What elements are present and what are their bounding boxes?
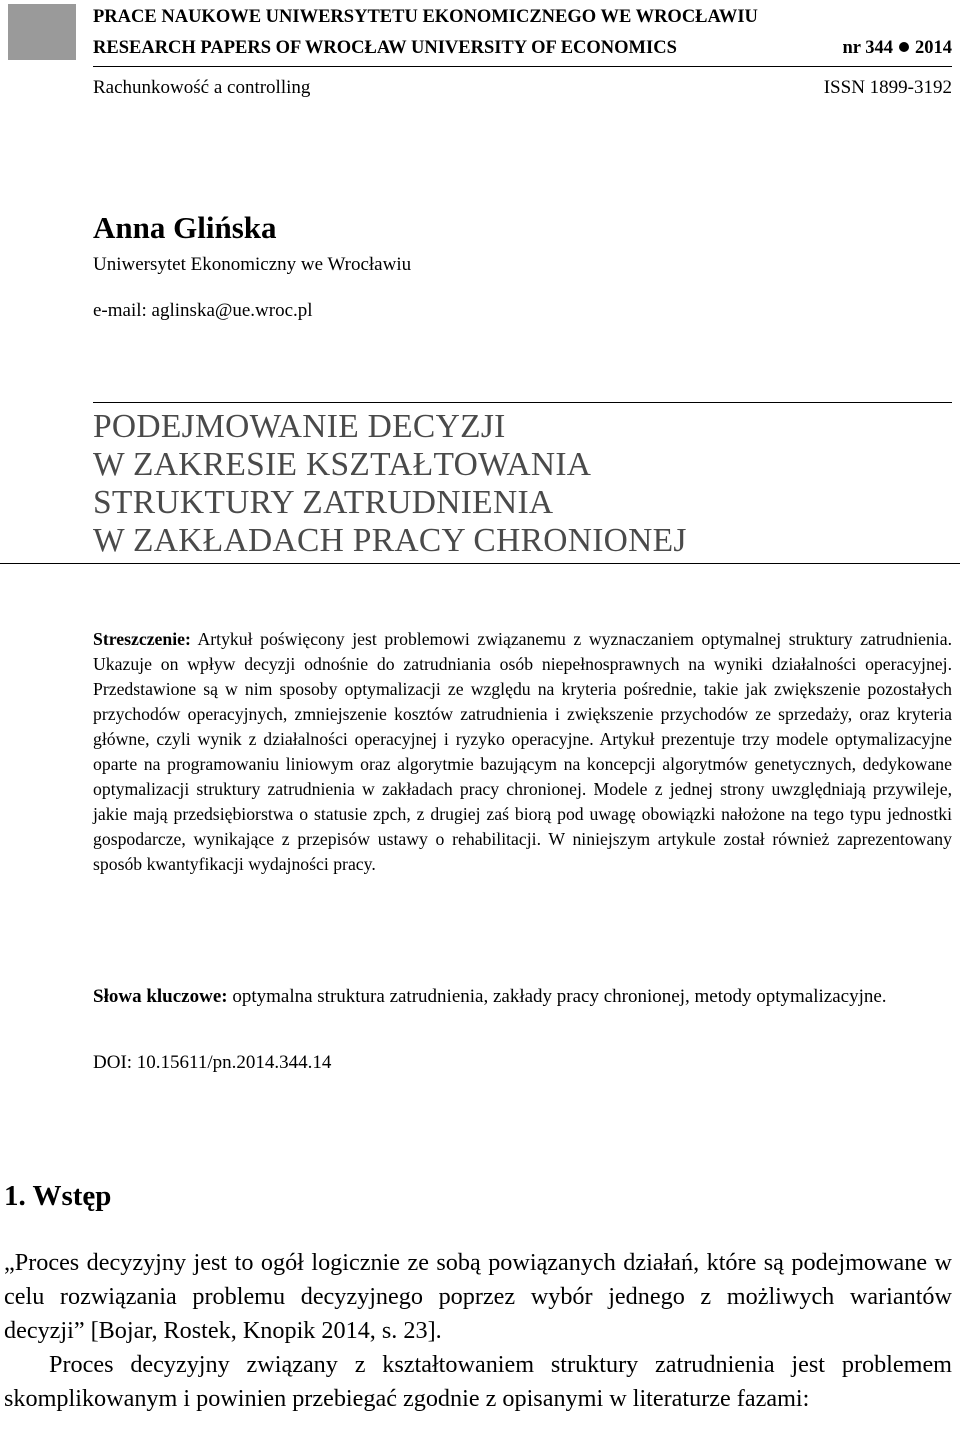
body-paragraph: Proces decyzyjny związany z kształtowaniem struktury zatrudnienia jest problemem skomplikowanym i powinien przebiegać zgodnie z opisanymi w literaturze fazami: — [4, 1351, 952, 1412]
abstract-text: Artykuł poświęcony jest problemowi związanemu z wyznaczaniem optymalnej struktury zatrudnienia. Ukazuje on wpływ decyzji odnośnie do zatrudniania osób niepełnosprawnych na wyniki działalności operacyjnej. Przedstawione są w nim sposoby optymalizacji ze względu na kryteria pośrednie, takie jak zwiększenie pozostałych przychodów operacyjnych, zmniejszenie kosztów zatrudnienia i zwiększenie przychodów ze sprzedaży, oraz kryteria główne, czyli wynik z działalności operacyjnej i ryzyko operacyjne. Artykuł prezentuje trzy modele optymalizacyjne oparte na programowaniu liniowym oraz algorytmie bazującym na koncepcji algorytmów genetycznych, dedykowane optymalizacji struktury zatrudnienia w zakładach pracy chronionej. Modele z jednej strony uwzględniają przywileje, jakie mają przedsiębiorstwa o statusie zpch, z drugiej zaś biorą pod uwagę obowiązki nałożone na tego typu jednostki gospodarcze, wynikające z przepisów ustawy o rehabilitacji. W niniejszym artykule został również zaprezentowany sposób kwantyfikacji wydajności pracy. — [93, 629, 952, 874]
issue-number: nr 344 — [842, 38, 893, 58]
title-line: PODEJMOWANIE DECYZJI — [93, 408, 506, 445]
abstract — [93, 627, 952, 877]
bullet-icon — [899, 42, 909, 52]
paper-title — [93, 408, 687, 560]
section-heading: 1. Wstęp — [4, 1180, 112, 1212]
body-paragraph: „Proces decyzyjny jest to ogół logicznie ze sobą powiązanych działań, które są podejmowane w celu rozwiązania problemu decyzyjnego poprzez wybór jednego z możliwych wariantów decyzji” [Bojar, Rostek, Knopik 2014, s. 23]. — [4, 1249, 952, 1344]
author-affiliation: Uniwersytet Ekonomiczny we Wrocławiu — [93, 254, 412, 275]
header-divider — [93, 66, 952, 67]
keywords — [93, 983, 952, 1010]
issue-info — [842, 37, 952, 59]
title-top-divider — [93, 402, 952, 403]
header-gray-box — [8, 4, 76, 60]
journal-title-en: RESEARCH PAPERS OF WROCŁAW UNIVERSITY OF ECONOMICS — [93, 38, 677, 58]
journal-title-pl: PRACE NAUKOWE UNIWERSYTETU EKONOMICZNEGO WE WROCŁAWIU — [93, 7, 758, 27]
title-line: W ZAKRESIE KSZTAŁTOWANIA — [93, 446, 592, 483]
issn: ISSN 1899-3192 — [823, 77, 952, 98]
title-bottom-divider — [0, 563, 960, 564]
body-text — [4, 1246, 952, 1416]
abstract-label: Streszczenie: — [93, 629, 191, 649]
keywords-text: optymalna struktura zatrudnienia, zakłady pracy chronionej, metody optymalizacyjne. — [227, 986, 887, 1007]
issue-year: 2014 — [915, 38, 952, 58]
author-name: Anna Glińska — [93, 210, 277, 245]
keywords-label: Słowa kluczowe: — [93, 986, 228, 1007]
title-line: STRUKTURY ZATRUDNIENIA — [93, 484, 554, 521]
journal-title-en-row — [93, 37, 952, 59]
author-email: e-mail: aglinska@ue.wroc.pl — [93, 300, 313, 321]
title-line: W ZAKŁADACH PRACY CHRONIONEJ — [93, 522, 687, 559]
doi: DOI: 10.15611/pn.2014.344.14 — [93, 1052, 332, 1073]
series-name: Rachunkowość a controlling — [93, 77, 311, 98]
